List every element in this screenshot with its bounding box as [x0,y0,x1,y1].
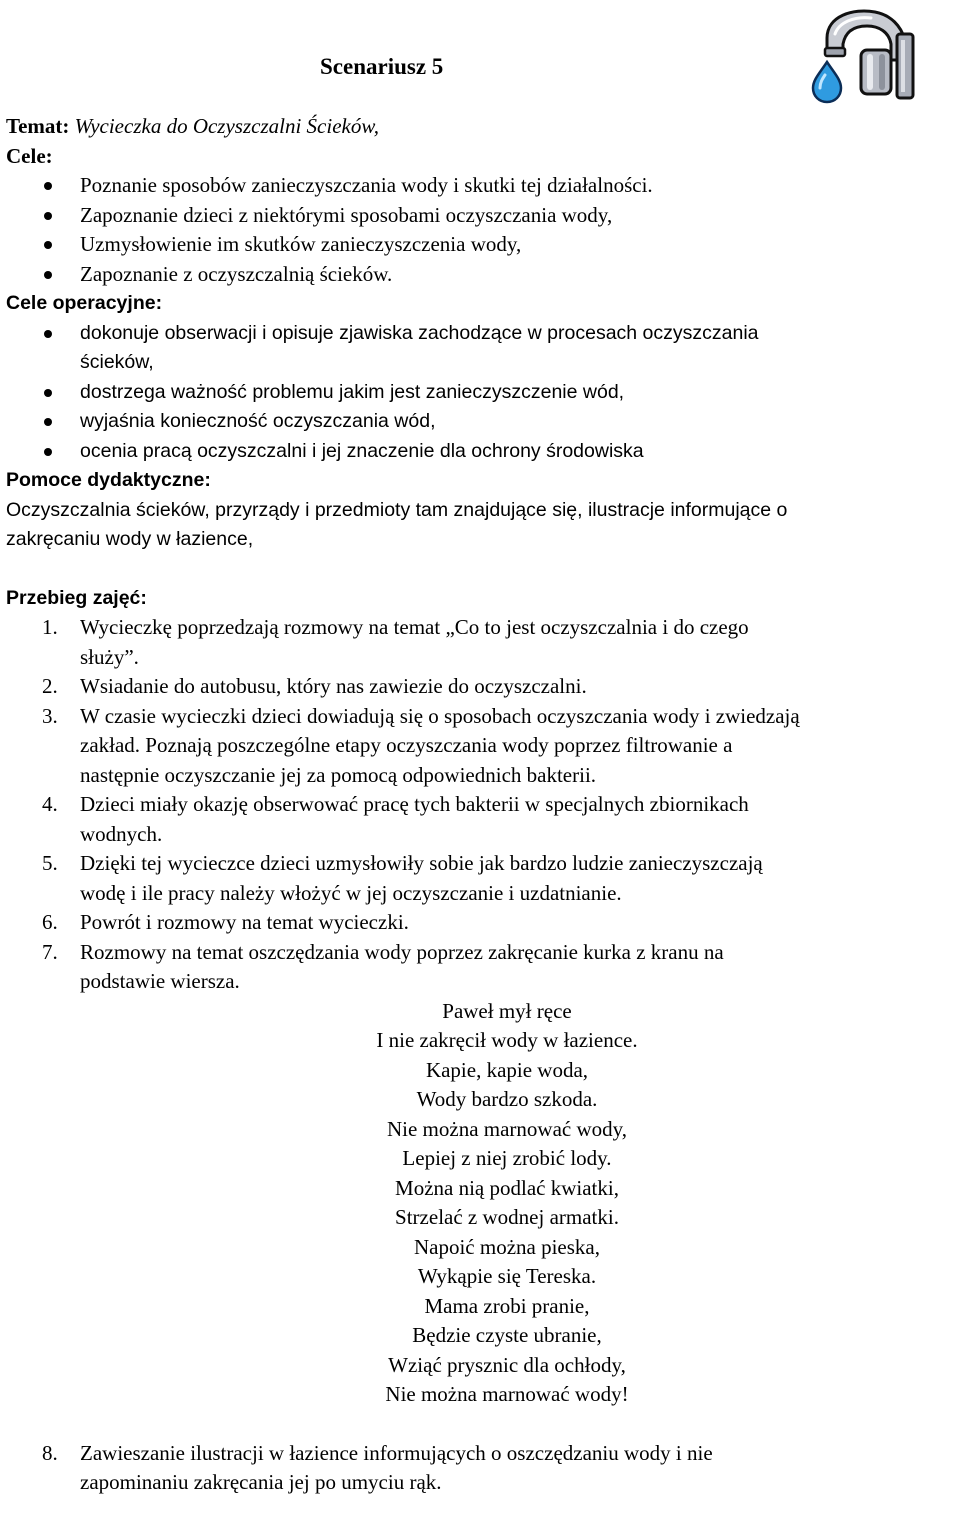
goal-item: Zapoznanie dzieci z niektórymi sposobami oczyszczania wody, [6,201,960,231]
topic-value: Wycieczka do Oczyszczalni Ścieków, [74,114,380,138]
step-line: Zawieszanie ilustracji w łazience informujących o oszczędzaniu wody i nie [80,1440,713,1465]
poem-line: Nie można marnować wody! [385,1382,629,1406]
poem-line: Strzelać z wodnej armatki. [395,1205,619,1229]
step-line: wodnych. [80,821,163,846]
operational-goals-label: Cele operacyjne: [6,292,163,314]
step-number: 4. [42,792,58,816]
poem-line: Wykąpie się Tereska. [417,1264,597,1288]
step-number: 3. [42,703,58,728]
step-line: Powrót i rozmowy na temat wycieczki. [80,910,409,934]
course-label: Przebieg zajęć: [6,586,147,609]
poem-line: Napoić można pieska, [413,1234,601,1259]
operational-goal-item: ocenia pracą oczyszczalni i jej znaczenie dla ochrony środowiska [6,437,960,467]
step-item [6,938,960,997]
poem-line: Nie można marnować wody, [386,1116,628,1141]
poem-line: Wody bardzo szkoda. [416,1087,598,1111]
step-number: 7. [42,939,58,964]
spacer [6,1410,960,1439]
step-line: Wycieczkę poprzedzają rozmowy na temat „Co to jest oczyszczalnia i do czego [80,615,749,639]
step-line: Dzieci miały okazję obserwować pracę tych bakterii w specjalnych zbiornikach [80,792,749,816]
goal-item: Zapoznanie z oczyszczalnią ścieków. [6,260,960,290]
topic-label: Temat: [6,114,70,138]
goals-label: Cele: [6,143,53,168]
step-item [6,613,960,672]
step-line: służy”. [80,644,139,669]
poem-line: Można nią podlać kwiatki, [395,1175,619,1200]
step-item [6,702,960,791]
teaching-aids-line: Oczyszczalnia ścieków, przyrządy i przedmioty tam znajdujące się, ilustracje informujące o [6,498,788,521]
operational-goal-line: dokonuje obserwacji i opisuje zjawiska zachodzące w procesach oczyszczania [80,321,759,344]
step-line: zakład. Poznają poszczególne etapy oczyszczania wody poprzez filtrowanie a [80,733,733,757]
step-line: następnie oczyszczanie jej za pomocą odpowiednich bakterii. [80,762,597,787]
step-number: 5. [42,851,58,875]
step-item [6,790,960,849]
spacer [6,555,960,584]
operational-goal-line: ścieków, [80,351,154,373]
step-item [6,1439,960,1498]
poem-line: I nie zakręcił wody w łazience. [376,1028,638,1052]
step-line: zapominaniu zakręcania jej po umyciu rąk. [80,1470,442,1494]
goal-item: Poznanie sposobów zanieczyszczania wody i skutki tej działalności. [6,171,960,201]
step-line: W czasie wycieczki dzieci dowiadują się o sposobach oczyszczania wody i zwiedzają [80,703,800,728]
document-body [6,112,960,1498]
step-number: 2. [42,674,58,698]
poem-line: Kapie, kapie woda, [425,1057,589,1082]
operational-goal-item: dostrzega ważność problemu jakim jest zanieczyszczenie wód, [6,378,960,408]
step-line: Wsiadanie do autobusu, który nas zawiezie do oczyszczalni. [80,674,587,698]
step-item [6,672,960,702]
poem-line: Paweł mył ręce [442,998,572,1023]
step-number: 6. [42,910,58,934]
faucet-water-drop-icon [805,4,915,106]
step-number: 1. [42,615,58,639]
step-number: 8. [42,1440,58,1465]
poem [6,997,960,1410]
poem-line: Będzie czyste ubranie, [412,1323,602,1347]
poem-line: Wziąć prysznic dla ochłody, [388,1352,626,1377]
poem-line: Lepiej z niej zrobić lody. [402,1146,612,1170]
step-line: Rozmowy na temat oszczędzania wody poprzez zakręcanie kurka z kranu na [80,939,724,964]
step-item [6,908,960,938]
step-line: Dzięki tej wycieczce dzieci uzmysłowiły sobie jak bardzo ludzie zanieczyszczają [80,851,763,875]
operational-goal-item: wyjaśnia konieczność oczyszczania wód, [6,407,960,437]
goal-item: Uzmysłowienie im skutków zanieczyszczenia wody, [6,230,960,260]
teaching-aids-label: Pomoce dydaktyczne: [6,469,211,491]
step-item [6,849,960,908]
topic-line [6,112,960,142]
step-line: wodę i ile pracy należy włożyć w jej oczyszczanie i uzdatnianie. [80,880,622,905]
teaching-aids-line: zakręcaniu wody w łazience, [6,528,254,550]
poem-line: Mama zrobi pranie, [424,1293,590,1318]
step-line: podstawie wiersza. [80,969,240,993]
operational-goal-item [6,319,960,378]
document-title: Scenariusz 5 [320,54,444,79]
